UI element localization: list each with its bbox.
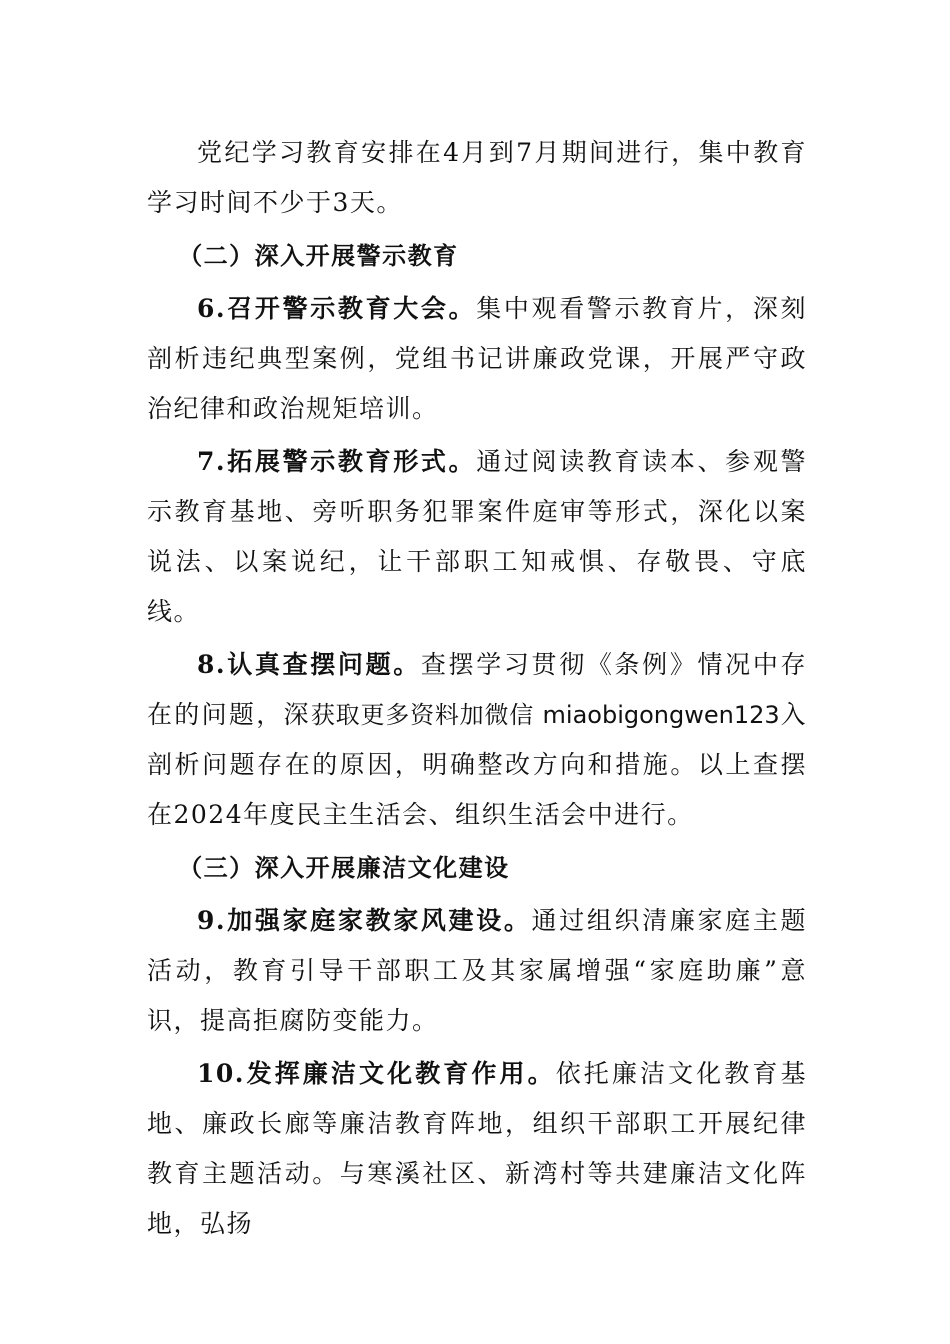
item-lead: 6.召开警示教育大会。	[197, 294, 477, 323]
section-heading-warning-education	[147, 231, 807, 281]
item-7-warning-forms	[147, 437, 807, 637]
item-10-clean-culture-education	[147, 1049, 807, 1249]
item-text: 集中观看警示教育片，深刻剖析违纪典型案例，党组书记讲廉政党课，开展严守政治纪律和政治规矩培训。	[147, 294, 807, 423]
item-8-check-problems	[147, 640, 807, 840]
paragraph-study-schedule	[147, 128, 807, 228]
item-9-family-values	[147, 896, 807, 1046]
item-text: 通过阅读教育读本、参观警示教育基地、旁听职务犯罪案件庭审等形式，深化以案说法、以案说纪，让干部职工知戒惧、存敬畏、守底线。	[147, 447, 807, 626]
item-text: 依托廉洁文化教育基地、廉政长廊等廉洁教育阵地，组织干部职工开展纪律教育主题活动。与寒溪社区、新湾村等共建廉洁文化阵地，弘扬	[147, 1059, 807, 1238]
item-lead: 7.拓展警示教育形式。	[197, 447, 477, 476]
item-lead: 9.加强家庭家教家风建设。	[197, 906, 532, 935]
item-text: 通过组织清廉家庭主题活动，教育引导干部职工及其家属增强“家庭助廉”意识，提高拒腐防变能力。	[147, 906, 807, 1035]
item-lead: 8.认真查摆问题。	[197, 650, 421, 679]
heading-text: （三）深入开展廉洁文化建设	[178, 854, 510, 882]
watermark-text: 获取更多资料加微信 miaobigongwen123	[310, 701, 780, 729]
item-6-warning-conference	[147, 284, 807, 434]
heading-text: （二）深入开展警示教育	[178, 242, 459, 270]
item-lead: 10.发挥廉洁文化教育作用。	[197, 1059, 556, 1088]
item-text-before: 查摆学习贯彻《条例》情况中存在的问题，深	[147, 650, 807, 729]
paragraph-text: 党纪学习教育安排在4月到7月期间进行，集中教育学习时间不少于3天。	[147, 138, 807, 217]
item-text-after: 入剖析问题存在的原因，明确整改方向和措施。以上查摆在2024年度民主生活会、组织生活会中进行。	[147, 700, 807, 829]
section-heading-clean-culture	[147, 843, 807, 893]
document-body	[147, 128, 807, 1252]
